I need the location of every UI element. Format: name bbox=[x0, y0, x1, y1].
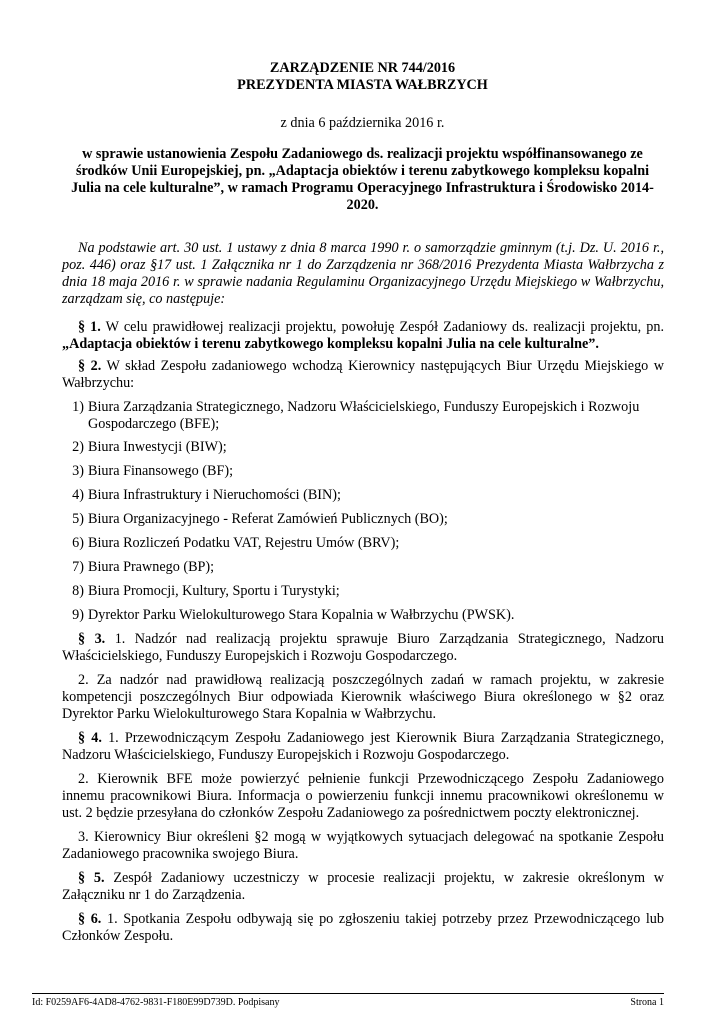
list-item bbox=[62, 399, 664, 433]
list-item-number: 1) bbox=[72, 399, 84, 415]
list-item-text: Biura Inwestycji (BIW); bbox=[88, 439, 227, 455]
list-item bbox=[62, 439, 664, 456]
list-item-number: 7) bbox=[72, 559, 84, 575]
list-item-text: Biura Promocji, Kultury, Sportu i Turystyki; bbox=[88, 583, 340, 599]
section-4 bbox=[62, 730, 664, 764]
list-item-text: Biura Organizacyjnego - Referat Zamówień Publicznych (BO); bbox=[88, 511, 448, 527]
section-1-mark: § 1. bbox=[78, 319, 101, 335]
list-item-number: 6) bbox=[72, 535, 84, 551]
title-line-1: ZARZĄDZENIE NR 744/2016 bbox=[269, 60, 456, 76]
section-2-mark: § 2. bbox=[78, 358, 102, 374]
section-4-mark: § 4. bbox=[78, 730, 102, 746]
section-2-text: W skład Zespołu zadaniowego wchodzą Kierownicy następujących Biur Urzędu Miejskiego w Wałbrzychu: bbox=[62, 358, 665, 391]
list-item-number: 9) bbox=[72, 607, 84, 623]
section-6-text: 1. Spotkania Zespołu odbywają się po zgłoszeniu takiej potrzeby przez Przewodniczącego lub Członków Zespołu. bbox=[62, 911, 664, 944]
section-1 bbox=[62, 319, 664, 353]
section-3 bbox=[62, 631, 664, 665]
section-6-mark: § 6. bbox=[78, 911, 102, 927]
section-5 bbox=[62, 870, 664, 904]
section-1-project-name: „Adaptacja obiektów i terenu zabytkowego kompleksu kopalni Julia na cele kulturalne”. bbox=[62, 336, 599, 352]
section-2 bbox=[62, 358, 664, 392]
legal-basis: Na podstawie art. 30 ust. 1 ustawy z dnia 8 marca 1990 r. o samorządzie gminnym (t.j. Dz. U. 2016 r., poz. 446) oraz §17 ust. 1 Załącznika nr 1 do Zarządzenia nr 368/2016 Prezydenta Miasta Wałbrzycha z dnia 18 maja 2016 r. w sprawie nadania Regulaminu Organizacyjnego Urzędu Miejskiego w Wałbrzychu, zarządzam się, co następuje: bbox=[62, 240, 664, 307]
section-5-text: Zespół Zadaniowy uczestniczy w procesie realizacji projektu, w zakresie określonym w Załączniku nr 1 do Zarządzenia. bbox=[62, 870, 665, 903]
list-item-text: Biura Prawnego (BP); bbox=[88, 559, 215, 575]
footer-document-id: Id: F0259AF6-4AD8-4762-9831-F180E99D739D. Podpisany bbox=[32, 997, 280, 1008]
section-6 bbox=[62, 911, 664, 945]
list-item-number: 2) bbox=[72, 439, 84, 455]
list-item-text: Biura Zarządzania Strategicznego, Nadzoru Właścicielskiego, Funduszy Europejskich i Rozwoju Gospodarczego (BFE); bbox=[88, 399, 640, 432]
section-5-mark: § 5. bbox=[78, 870, 105, 886]
list-item-number: 3) bbox=[72, 463, 84, 479]
list-item bbox=[62, 583, 664, 600]
list-item-number: 5) bbox=[72, 511, 84, 527]
section-3-mark: § 3. bbox=[78, 631, 106, 647]
document-title bbox=[0, 60, 725, 94]
section-4-point-2: 2. Kierownik BFE może powierzyć pełnienie funkcji Przewodniczącego Zespołu Zadaniowego innemu pracownikowi Biura. Informacja o powierzeniu funkcji innemu pracownikowi określonemu w ust. 2 będzie przesyłana do członków Zespołu Zadaniowego za pośrednictwem poczty elektronicznej. bbox=[62, 771, 664, 821]
list-item bbox=[62, 511, 664, 528]
list-item bbox=[62, 487, 664, 504]
list-item-text: Biura Finansowego (BF); bbox=[88, 463, 234, 479]
list-item-text: Dyrektor Parku Wielokulturowego Stara Kopalnia w Wałbrzychu (PWSK). bbox=[88, 607, 515, 623]
title-line-2: PREZYDENTA MIASTA WAŁBRZYCH bbox=[237, 77, 488, 93]
section-3-point-2: 2. Za nadzór nad prawidłową realizacją poszczególnych zadań w ramach projektu, w zakresie kompetencji poszczególnych Biur odpowiada Kierownik właściwego Biura określonego w §2 oraz Dyrektor Parku Wielokulturowego Stara Kopalnia w Wałbrzychu. bbox=[62, 672, 664, 722]
list-item-text: Biura Infrastruktury i Nieruchomości (BIN); bbox=[88, 487, 341, 503]
document-subject: w sprawie ustanowienia Zespołu Zadaniowego ds. realizacji projektu współfinansowanego ze środków Unii Europejskiej, pn. „Adaptacja obiektów i terenu zabytkowego kompleksu kopalni Julia na cele kulturalne”, w ramach Programu Operacyjnego Infrastruktura i Środowisko 2014-2020. bbox=[71, 146, 654, 213]
section-4-point-3: 3. Kierownicy Biur określeni §2 mogą w wyjątkowych sytuacjach delegować na spotkanie Zespołu Zadaniowego pracownika swojego Biura. bbox=[62, 829, 664, 862]
list-item bbox=[62, 463, 664, 480]
list-item-number: 8) bbox=[72, 583, 84, 599]
list-item bbox=[62, 607, 664, 624]
footer-page-number: Strona 1 bbox=[630, 997, 664, 1008]
list-item bbox=[62, 559, 664, 576]
list-item-number: 4) bbox=[72, 487, 84, 503]
list-item-text: Biura Rozliczeń Podatku VAT, Rejestru Umów (BRV); bbox=[88, 535, 400, 551]
document-date: z dnia 6 października 2016 r. bbox=[280, 115, 445, 131]
section-1-text: W celu prawidłowej realizacji projektu, powołuję Zespół Zadaniowy ds. realizacji projektu, pn. bbox=[100, 319, 665, 335]
section-4-point-1: 1. Przewodniczącym Zespołu Zadaniowego jest Kierownik Biura Zarządzania Strategicznego, Nadzoru Właścicielskiego, Funduszy Europejskich i Rozwoju Gospodarczego. bbox=[62, 730, 665, 763]
list-item bbox=[62, 535, 664, 552]
footer-divider bbox=[32, 993, 664, 994]
section-3-point-1: 1. Nadzór nad realizacją projektu sprawuje Biuro Zarządzania Strategicznego, Nadzoru Właścicielskiego, Funduszy Europejskich i Rozwoju Gospodarczego. bbox=[62, 631, 664, 664]
